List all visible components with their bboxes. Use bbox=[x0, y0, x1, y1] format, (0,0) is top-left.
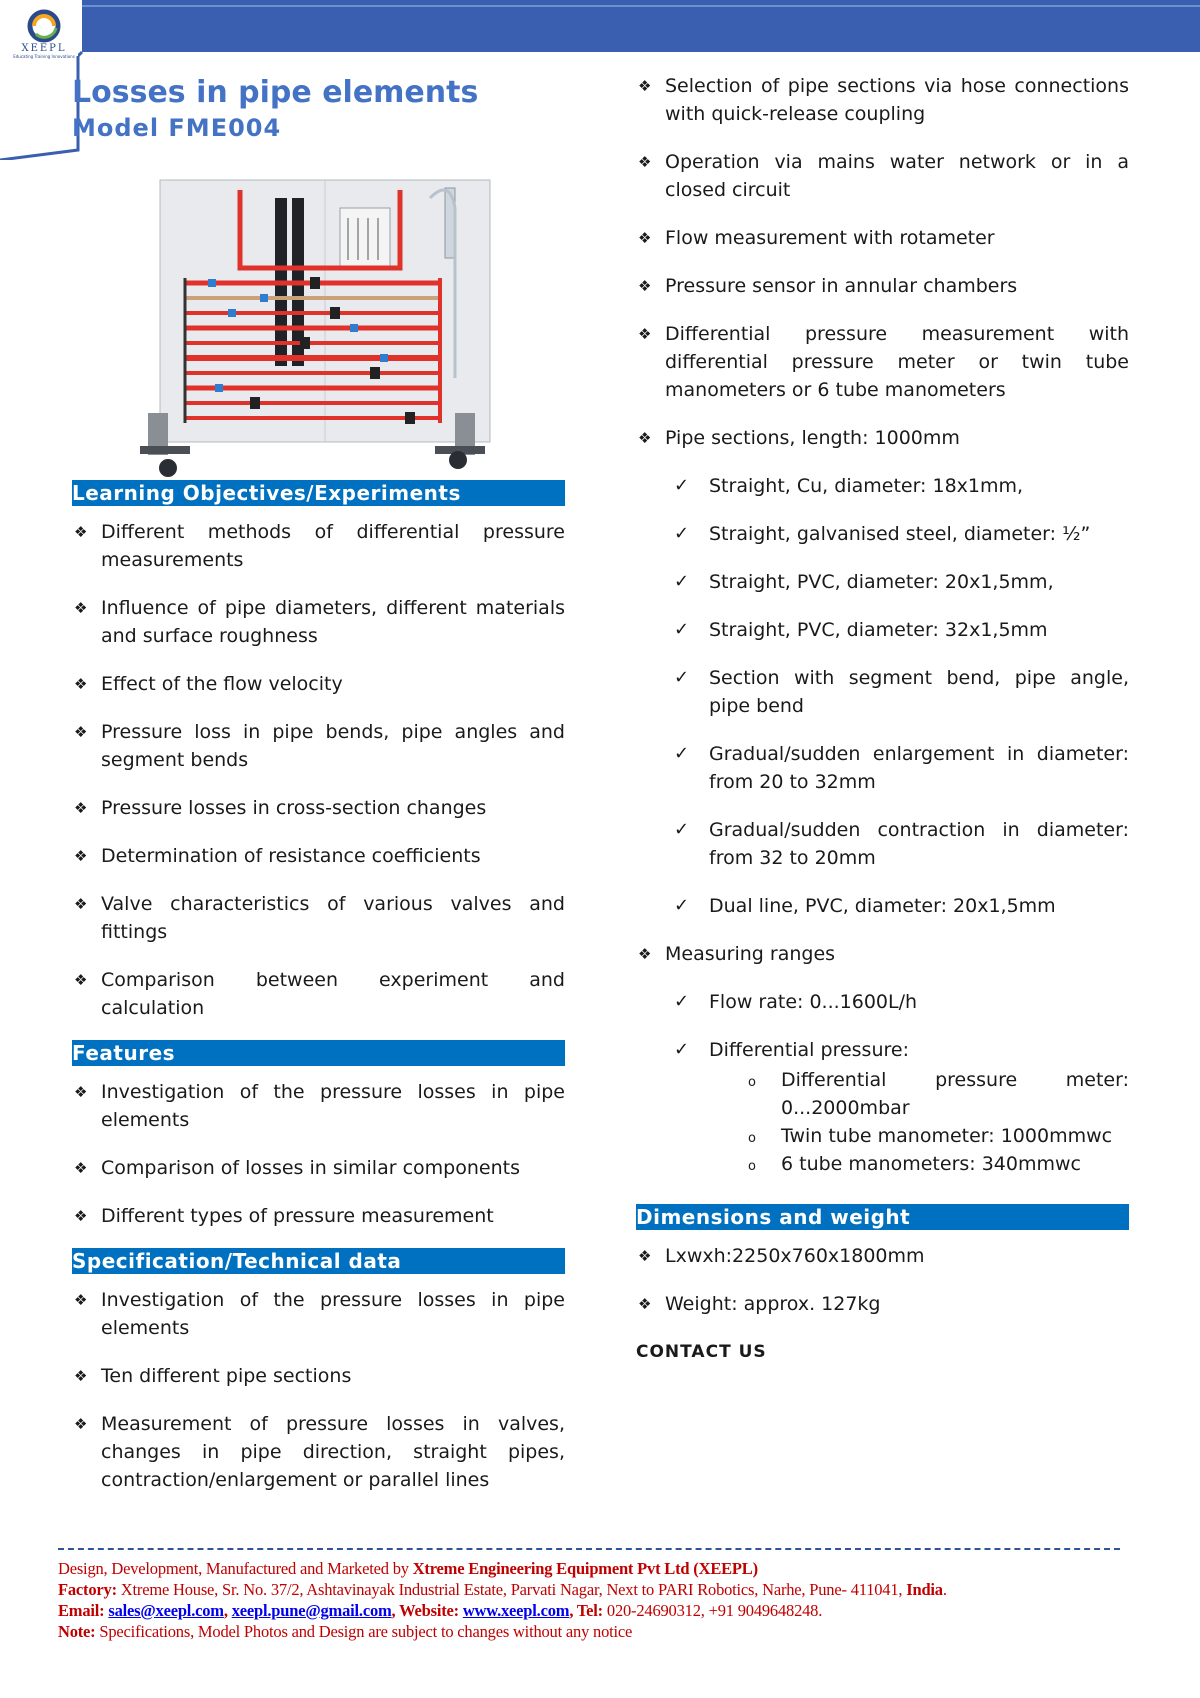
check-bullet-icon: ✓ bbox=[674, 819, 690, 840]
list-item: ❖ Investigation of the pressure losses in pipe elements bbox=[72, 1286, 565, 1342]
diamond-bullet-icon: ❖ bbox=[74, 599, 88, 617]
list-item: ✓ Gradual/sudden contraction in diameter: from 32 to 20mm bbox=[636, 816, 1129, 872]
diamond-bullet-icon: ❖ bbox=[74, 1415, 88, 1433]
logo-wordmark: XEEPL bbox=[21, 43, 67, 54]
left-column bbox=[72, 480, 565, 1514]
list-item: ❖ Differential pressure measurement with differential pressure meter or twin tube manometers or 6 tube manometers bbox=[636, 320, 1129, 404]
diamond-bullet-icon: ❖ bbox=[74, 1367, 88, 1385]
page-title: Losses in pipe elements bbox=[72, 75, 479, 110]
list-item: ❖ Comparison of losses in similar components bbox=[72, 1154, 565, 1182]
diamond-bullet-icon: ❖ bbox=[74, 723, 88, 741]
diamond-bullet-icon: ❖ bbox=[638, 277, 652, 295]
right-column bbox=[636, 72, 1129, 1366]
check-bullet-icon: ✓ bbox=[674, 667, 690, 688]
model-number: Model FME004 bbox=[72, 114, 282, 142]
list-item: ❖ Effect of the flow velocity bbox=[72, 670, 565, 698]
list-item: ❖ Weight: approx. 127kg bbox=[636, 1290, 1129, 1318]
email-link-sales[interactable]: sales@xeepl.com bbox=[108, 1601, 224, 1620]
list-item: ✓ Straight, PVC, diameter: 32x1,5mm bbox=[636, 616, 1129, 644]
list-item: ✓ Flow rate: 0...1600L/h bbox=[636, 988, 1129, 1016]
list-item: ❖ Influence of pipe diameters, different materials and surface roughness bbox=[72, 594, 565, 650]
check-bullet-icon: ✓ bbox=[674, 619, 690, 640]
footer bbox=[58, 1548, 1120, 1642]
list-item: ❖ Valve characteristics of various valves and fittings bbox=[72, 890, 565, 946]
list-item: ❖ Pipe sections, length: 1000mm bbox=[636, 424, 1129, 452]
diamond-bullet-icon: ❖ bbox=[74, 895, 88, 913]
specification-heading: Specification/Technical data bbox=[72, 1248, 565, 1274]
list-item: ✓ Section with segment bend, pipe angle, pipe bend bbox=[636, 664, 1129, 720]
footer-line-note: Note: Specifications, Model Photos and Design are subject to changes without any notice bbox=[58, 1622, 633, 1641]
diamond-bullet-icon: ❖ bbox=[74, 971, 88, 989]
learning-objectives-list bbox=[72, 518, 565, 1022]
list-item: ✓ Dual line, PVC, diameter: 20x1,5mm bbox=[636, 892, 1129, 920]
logo-mark-icon bbox=[10, 8, 78, 44]
learning-objectives-heading: Learning Objectives/Experiments bbox=[72, 480, 565, 506]
check-bullet-icon: ✓ bbox=[674, 895, 690, 916]
diamond-bullet-icon: ❖ bbox=[638, 229, 652, 247]
list-item: ❖ Different methods of differential pressure measurements bbox=[72, 518, 565, 574]
title-block bbox=[72, 74, 478, 144]
pipe-sections-list bbox=[636, 472, 1129, 920]
list-item: ✓ Straight, Cu, diameter: 18x1mm, bbox=[636, 472, 1129, 500]
differential-pressure-list bbox=[636, 1066, 1129, 1178]
footer-line-company: Design, Development, Manufactured and Marketed by Xtreme Engineering Equipment Pvt Ltd (XEEPL) bbox=[58, 1559, 758, 1578]
list-item: ❖ Pressure losses in cross-section changes bbox=[72, 794, 565, 822]
list-item: ❖ Ten different pipe sections bbox=[72, 1362, 565, 1390]
circle-bullet-icon: o bbox=[748, 1159, 756, 1174]
diamond-bullet-icon: ❖ bbox=[74, 1207, 88, 1225]
list-item: ❖ Measurement of pressure losses in valves, changes in pipe direction, straight pipes, contraction/enlargement or parallel lines bbox=[72, 1410, 565, 1494]
check-bullet-icon: ✓ bbox=[674, 1039, 690, 1060]
footer-line-factory: Factory: Xtreme House, Sr. No. 37/2, Ashtavinayak Industrial Estate, Parvati Nagar, Next to PARI Robotics, Narhe, Pune- 411041, India. bbox=[58, 1580, 947, 1599]
list-item: ✓ Straight, PVC, diameter: 20x1,5mm, bbox=[636, 568, 1129, 596]
footer-divider bbox=[58, 1548, 1120, 1550]
trainer-photo bbox=[140, 178, 520, 480]
list-item: o Differential pressure meter: 0...2000mbar bbox=[748, 1069, 1129, 1119]
contact-us-label: CONTACT US bbox=[636, 1342, 767, 1362]
company-name: Xtreme Engineering Equipment Pvt Ltd (XEEPL) bbox=[412, 1559, 758, 1578]
list-item: ❖ Selection of pipe sections via hose connections with quick-release coupling bbox=[636, 72, 1129, 128]
diamond-bullet-icon: ❖ bbox=[74, 1083, 88, 1101]
list-item: ❖ Pressure loss in pipe bends, pipe angles and segment bends bbox=[72, 718, 565, 774]
check-bullet-icon: ✓ bbox=[674, 991, 690, 1012]
list-item: ✓ Gradual/sudden enlargement in diameter: from 20 to 32mm bbox=[636, 740, 1129, 796]
list-item: ❖ Comparison between experiment and calculation bbox=[72, 966, 565, 1022]
list-item: ❖ Measuring ranges bbox=[636, 940, 1129, 968]
specification-list bbox=[72, 1286, 565, 1494]
diamond-bullet-icon: ❖ bbox=[74, 523, 88, 541]
specification-list-continued bbox=[636, 72, 1129, 452]
diamond-bullet-icon: ❖ bbox=[74, 675, 88, 693]
list-item: ❖ Lxwxh:2250x760x1800mm bbox=[636, 1242, 1129, 1270]
diamond-bullet-icon: ❖ bbox=[638, 77, 652, 95]
company-logo bbox=[10, 8, 78, 59]
check-bullet-icon: ✓ bbox=[674, 523, 690, 544]
diamond-bullet-icon: ❖ bbox=[638, 153, 652, 171]
list-item: ✓ Differential pressure: bbox=[636, 1036, 1129, 1064]
features-heading: Features bbox=[72, 1040, 565, 1066]
list-item: ❖ Different types of pressure measurement bbox=[72, 1202, 565, 1230]
dimensions-heading: Dimensions and weight bbox=[636, 1204, 1129, 1230]
diamond-bullet-icon: ❖ bbox=[638, 1247, 652, 1265]
diamond-bullet-icon: ❖ bbox=[638, 945, 652, 963]
footer-line-contact: Email: sales@xeepl.com, xeepl.pune@gmail.com, Website: www.xeepl.com, Tel: 020-24690312, +91 9049648248. bbox=[58, 1601, 823, 1620]
features-list bbox=[72, 1078, 565, 1230]
ranges-sub-list bbox=[636, 988, 1129, 1064]
list-item: ❖ Determination of resistance coefficients bbox=[72, 842, 565, 870]
diamond-bullet-icon: ❖ bbox=[74, 847, 88, 865]
circle-bullet-icon: o bbox=[748, 1131, 756, 1146]
check-bullet-icon: ✓ bbox=[674, 743, 690, 764]
diamond-bullet-icon: ❖ bbox=[638, 1295, 652, 1313]
check-bullet-icon: ✓ bbox=[674, 475, 690, 496]
list-item: ❖ Operation via mains water network or in a closed circuit bbox=[636, 148, 1129, 204]
list-item: ❖ Flow measurement with rotameter bbox=[636, 224, 1129, 252]
diamond-bullet-icon: ❖ bbox=[74, 799, 88, 817]
list-item: o 6 tube manometers: 340mmwc bbox=[636, 1150, 1129, 1178]
email-link-pune[interactable]: xeepl.pune@gmail.com bbox=[231, 1601, 392, 1620]
website-link[interactable]: www.xeepl.com bbox=[462, 1601, 570, 1620]
list-item: o Twin tube manometer: 1000mmwc bbox=[636, 1122, 1129, 1150]
diamond-bullet-icon: ❖ bbox=[638, 325, 652, 343]
check-bullet-icon: ✓ bbox=[674, 571, 690, 592]
list-item: ✓ Straight, galvanised steel, diameter: ½” bbox=[636, 520, 1129, 548]
dimensions-list bbox=[636, 1242, 1129, 1318]
circle-bullet-icon: o bbox=[748, 1075, 756, 1090]
list-item: ❖ Pressure sensor in annular chambers bbox=[636, 272, 1129, 300]
measuring-ranges-list bbox=[636, 940, 1129, 968]
logo-tagline: Educating Training Innovations bbox=[13, 54, 75, 59]
list-item: ❖ Investigation of the pressure losses in pipe elements bbox=[72, 1078, 565, 1134]
diamond-bullet-icon: ❖ bbox=[638, 429, 652, 447]
diamond-bullet-icon: ❖ bbox=[74, 1291, 88, 1309]
diamond-bullet-icon: ❖ bbox=[74, 1159, 88, 1177]
